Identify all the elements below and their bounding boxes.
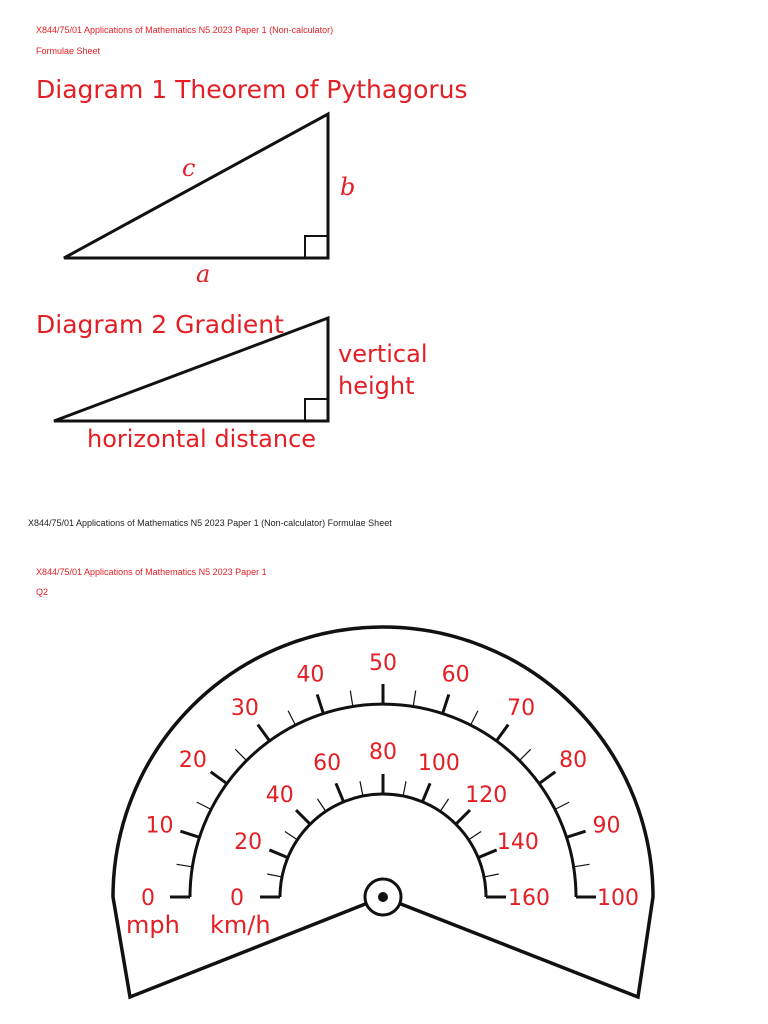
mph-minor-tick: [574, 864, 590, 867]
kmh-tick-label: 140: [496, 830, 539, 856]
mph-minor-tick: [288, 711, 295, 725]
mph-major-tick: [317, 694, 323, 713]
mph-major-tick: [180, 831, 199, 837]
kmh-minor-tick: [403, 781, 406, 796]
kmh-tick-label: 100: [417, 751, 460, 777]
kmh-major-tick: [456, 810, 470, 824]
header-paper-title: X844/75/01 Applications of Mathematics N5 2023 Paper 1 (Non-calculator): [36, 25, 334, 35]
kmh-minor-tick: [285, 831, 297, 839]
kmh-major-tick: [296, 810, 310, 824]
kmh-minor-tick: [360, 781, 363, 796]
mph-minor-tick: [519, 749, 530, 760]
mph-tick-label: 0: [141, 886, 155, 911]
kmh-tick-label: 20: [234, 830, 263, 856]
mph-minor-tick: [350, 691, 353, 707]
mph-major-tick: [567, 831, 586, 837]
mph-major-tick: [443, 694, 449, 713]
mph-minor-tick: [413, 691, 416, 707]
mph-tick-label: 20: [178, 747, 207, 773]
needle-pivot: [378, 892, 388, 902]
kmh-tick-label: 160: [508, 886, 550, 911]
kmh-tick-label: 60: [313, 751, 342, 777]
mph-minor-tick: [177, 864, 193, 867]
height-label: height: [338, 372, 415, 400]
mph-tick-label: 60: [441, 662, 470, 688]
mph-tick-label: 50: [369, 651, 397, 676]
mph-major-tick: [539, 772, 555, 784]
header-formulae-sheet: Formulae Sheet: [36, 46, 101, 56]
kmh-minor-tick: [440, 799, 448, 811]
mph-minor-tick: [471, 711, 478, 725]
diagram1-title: Diagram 1 Theorem of Pythagorus: [36, 75, 468, 104]
mph-tick-label: 70: [507, 695, 536, 721]
kmh-major-tick: [269, 850, 287, 858]
kmh-tick-label: 40: [265, 782, 294, 808]
kmh-unit-label: km/h: [210, 911, 271, 939]
mph-major-tick: [496, 725, 508, 741]
kmh-tick-label: 80: [369, 740, 397, 765]
kmh-tick-label: 0: [230, 886, 244, 911]
question-paper: X844/75/01 Applications of Mathematics N5 2023 Paper 1: [36, 567, 267, 577]
side-a-label: a: [196, 260, 211, 288]
mph-tick-label: 80: [559, 747, 588, 773]
page-footer: X844/75/01 Applications of Mathematics N5 2023 Paper 1 (Non-calculator) Formulae Sheet: [28, 518, 392, 528]
kmh-minor-tick: [469, 831, 481, 839]
kmh-minor-tick: [267, 874, 282, 877]
kmh-minor-tick: [317, 799, 325, 811]
side-c-label: c: [182, 154, 196, 182]
kmh-tick-label: 120: [465, 782, 508, 808]
mph-major-tick: [258, 725, 270, 741]
mph-minor-tick: [235, 749, 246, 760]
vertical-label: vertical: [338, 340, 428, 368]
mph-tick-label: 30: [230, 695, 259, 721]
mph-scale-arc: [190, 704, 576, 897]
mph-tick-label: 10: [145, 813, 174, 839]
question-number: Q2: [36, 587, 49, 597]
mph-major-tick: [211, 772, 227, 784]
dial-outline: [113, 627, 653, 997]
kmh-major-tick: [422, 783, 430, 801]
kmh-major-tick: [336, 783, 344, 801]
mph-unit-label: mph: [126, 911, 180, 939]
mph-minor-tick: [555, 802, 569, 809]
horizontal-distance-label: horizontal distance: [87, 425, 317, 453]
kmh-minor-tick: [484, 874, 499, 877]
side-b-label: b: [340, 173, 356, 201]
mph-tick-label: 100: [597, 886, 639, 911]
diagram2-title: Diagram 2 Gradient: [36, 310, 284, 339]
mph-tick-label: 90: [592, 813, 621, 839]
mph-tick-label: 40: [296, 662, 325, 688]
mph-minor-tick: [197, 802, 211, 809]
kmh-major-tick: [478, 850, 496, 858]
